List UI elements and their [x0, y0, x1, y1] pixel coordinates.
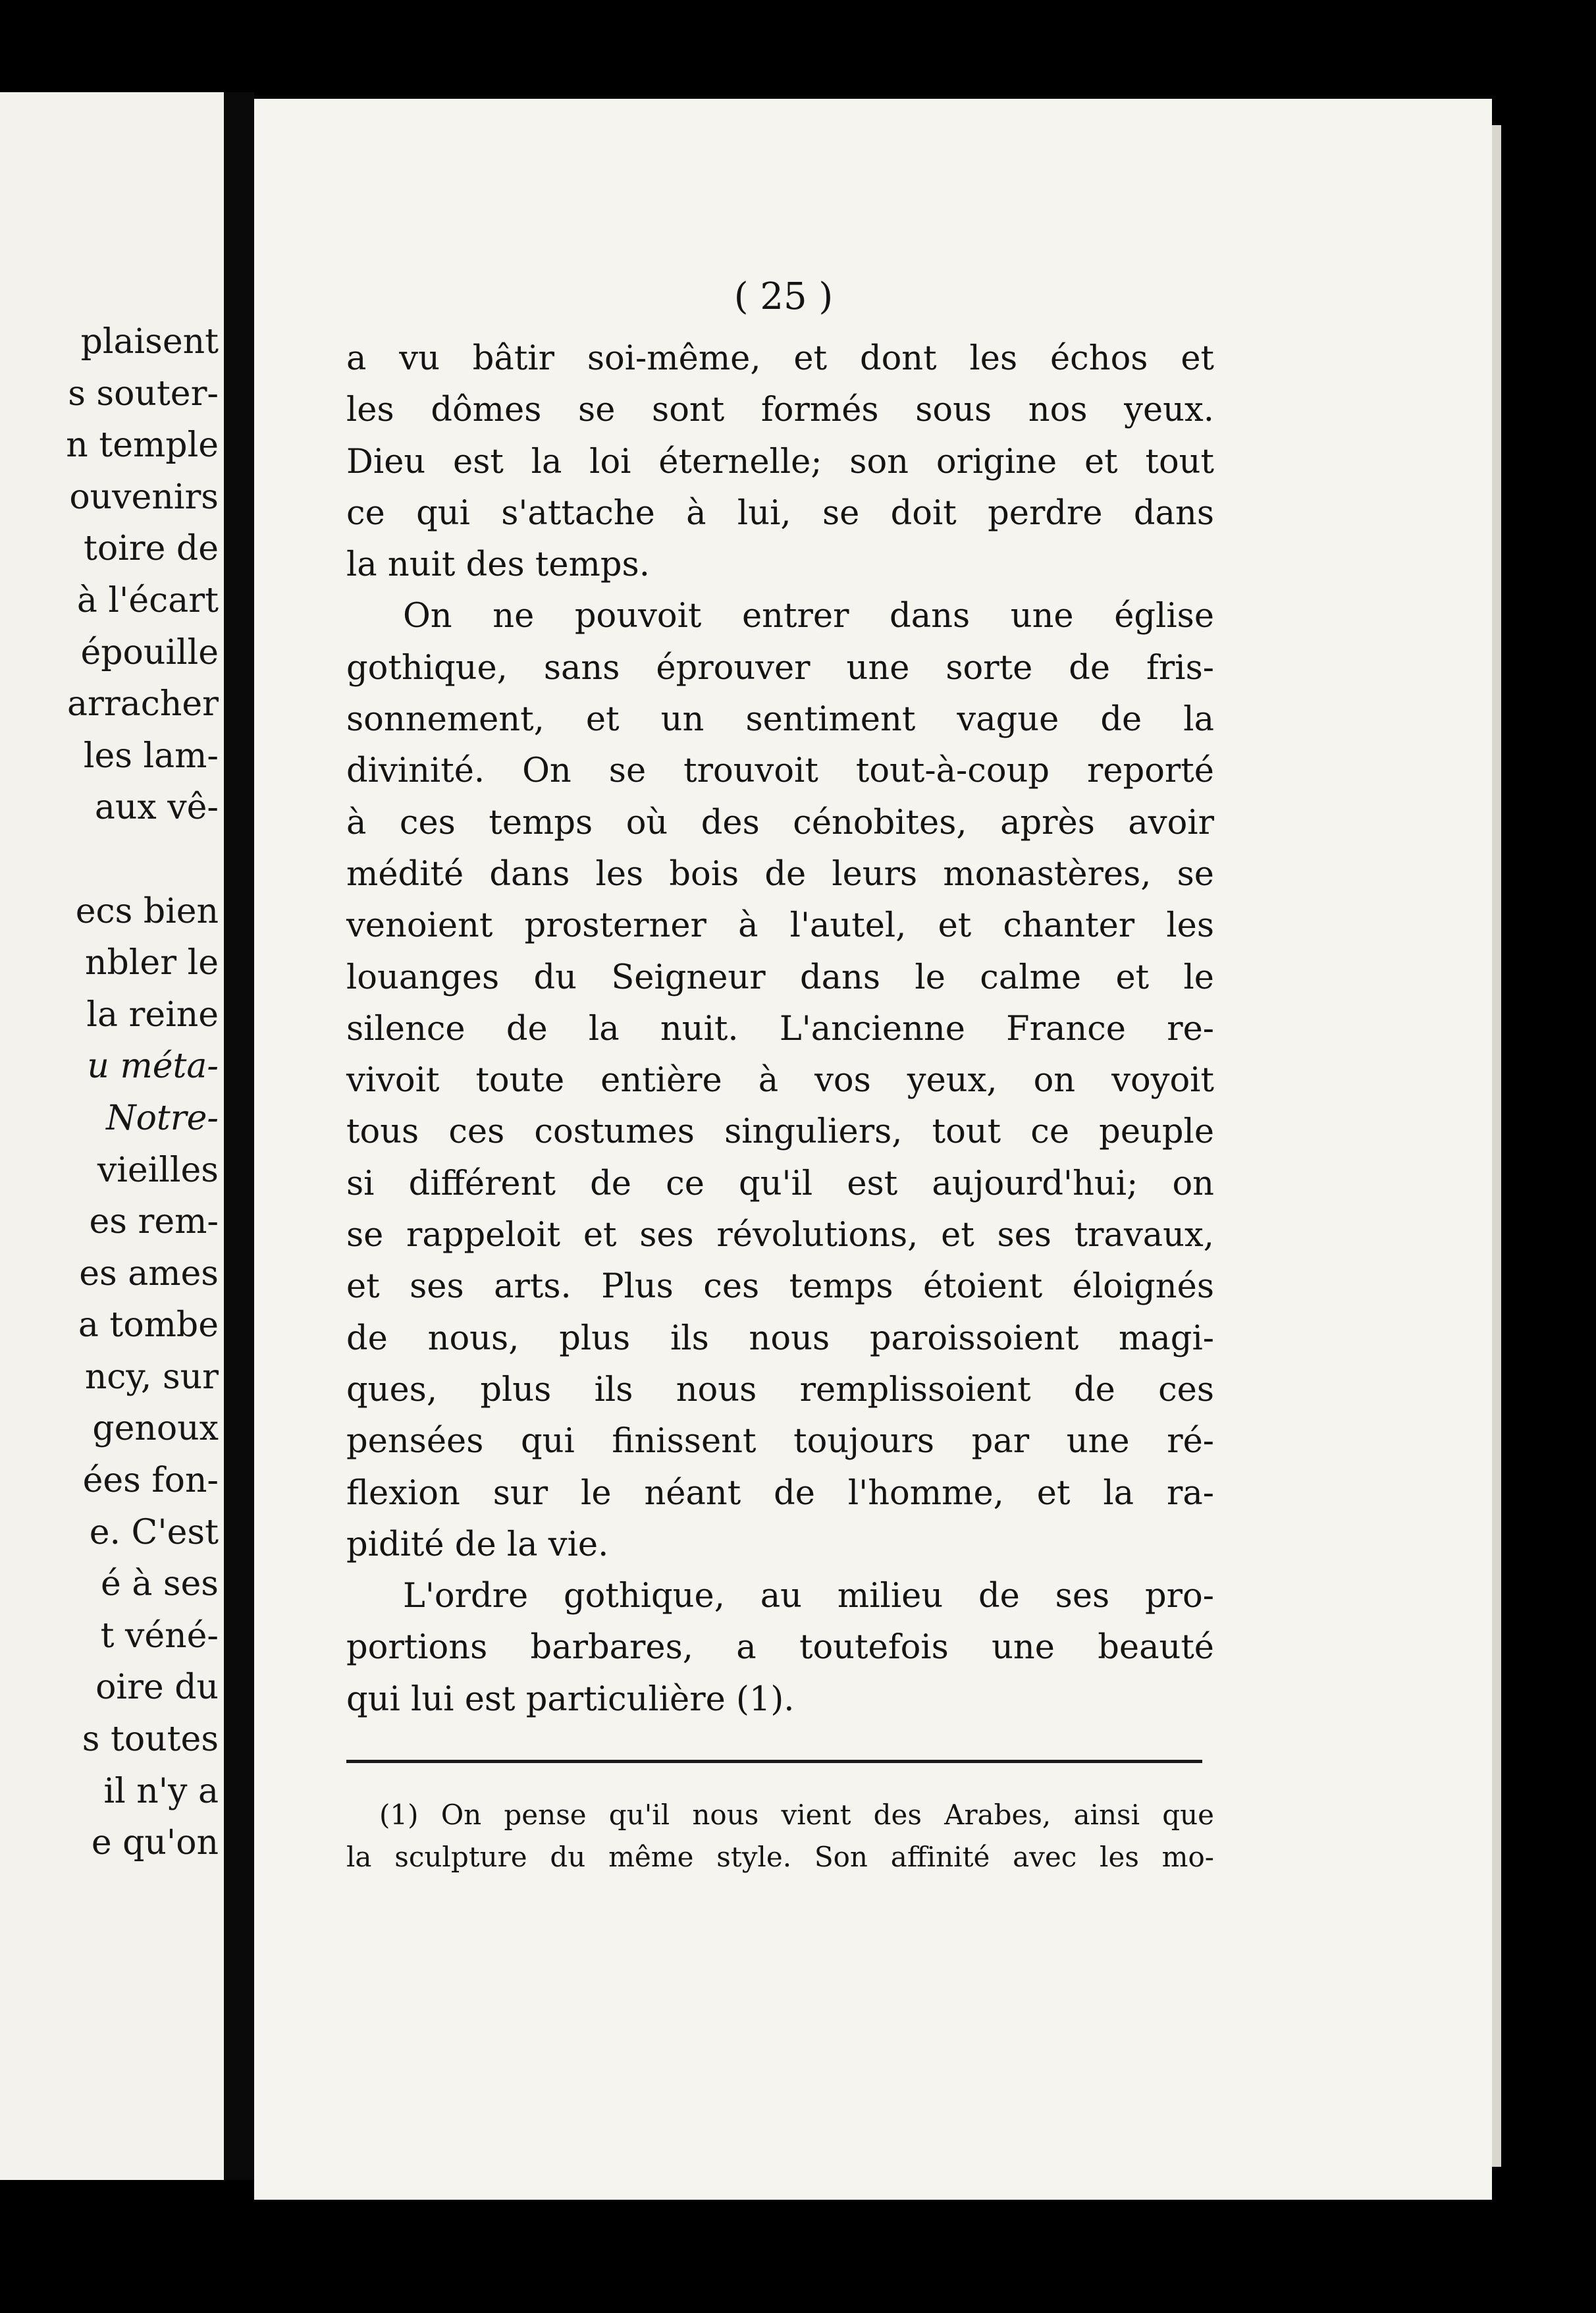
text-line: ce qui s'attache à lui, se doit perdre dans	[346, 493, 1214, 533]
footnote-line: la sculpture du même style. Son affinité avec les mo-	[346, 1841, 1214, 1873]
text-line: sonnement, et un sentiment vague de la	[346, 700, 1214, 740]
page-number: ( 25 )	[733, 275, 834, 318]
text-line: si différent de ce qu'il est aujourd'hui; on	[346, 1164, 1214, 1203]
footnote-divider	[346, 1760, 1202, 1763]
text-line: gothique, sans éprouver une sorte de fris-	[346, 648, 1214, 688]
left-fragment-line: t véné-	[100, 1616, 219, 1656]
text-line: à ces temps où des cénobites, après avoir	[346, 803, 1214, 842]
text-line: silence de la nuit. L'ancienne France re-	[346, 1009, 1214, 1048]
left-fragment-line: arracher	[67, 684, 219, 724]
left-fragment-line: vieilles	[97, 1150, 219, 1190]
footnote	[346, 1794, 1214, 1878]
left-fragment-line: à l'écart	[76, 580, 219, 620]
left-fragment-line: é à ses	[101, 1564, 219, 1604]
left-fragment-line: la reine	[86, 994, 219, 1035]
text-line: et ses arts. Plus ces temps étoient éloignés	[346, 1267, 1214, 1307]
left-fragment-line: ecs bien	[75, 891, 219, 931]
text-line: louanges du Seigneur dans le calme et le	[346, 958, 1214, 997]
text-line: divinité. On se trouvoit tout-à-coup reporté	[346, 751, 1214, 791]
left-fragment-line: a tombe	[78, 1305, 219, 1346]
left-fragment-line: genoux	[92, 1409, 219, 1449]
text-line: tous ces costumes singuliers, tout ce peuple	[346, 1112, 1214, 1152]
left-fragment-line: oire du	[95, 1668, 219, 1708]
left-fragment-line: nbler le	[85, 943, 219, 983]
left-fragment-line: es ames	[79, 1253, 219, 1293]
text-line: qui lui est particulière (1).	[346, 1679, 795, 1719]
page-edge	[1492, 125, 1501, 2167]
left-fragment-line: e. C'est	[89, 1512, 219, 1552]
text-line: flexion sur le néant de l'homme, et la ra-	[346, 1473, 1214, 1513]
left-fragment-line	[66, 834, 219, 886]
left-fragment-line: ncy, sur	[84, 1357, 219, 1397]
text-line: portions barbares, a toutefois une beauté	[346, 1628, 1214, 1668]
left-fragment-line: les lam-	[83, 736, 219, 776]
paragraph-first-line: L'ordre gothique, au milieu de ses pro-	[403, 1577, 1214, 1616]
left-fragment-line: épouille	[80, 632, 219, 672]
left-fragment-line: e qu'on	[91, 1823, 219, 1863]
left-fragment-line: u méta-	[87, 1047, 219, 1087]
left-fragment-line: n temple	[66, 425, 219, 466]
text-line: Dieu est la loi éternelle; son origine et tout	[346, 442, 1214, 481]
left-fragment-line: s toutes	[82, 1720, 219, 1760]
left-page	[0, 92, 224, 2180]
text-line: pidité de la vie.	[346, 1525, 609, 1564]
left-fragment-line: plaisent	[80, 322, 219, 362]
text-line: venoient prosterner à l'autel, et chanter les	[346, 906, 1214, 946]
left-fragment-line: toire de	[83, 529, 219, 569]
footnote-line: (1) On pense qu'il nous vient des Arabes, ainsi que	[379, 1799, 1214, 1831]
text-line: pensées qui finissent toujours par une ré-	[346, 1422, 1214, 1461]
left-fragment-line: aux vê-	[94, 788, 219, 828]
text-line: la nuit des temps.	[346, 545, 650, 585]
left-fragment-line: Notre-	[106, 1098, 219, 1138]
text-line: se rappeloit et ses révolutions, et ses travaux,	[346, 1216, 1214, 1255]
text-line: ques, plus ils nous remplissoient de ces	[346, 1370, 1214, 1409]
text-line: les dômes se sont formés sous nos yeux.	[346, 391, 1214, 430]
paragraph-first-line: On ne pouvoit entrer dans une église	[403, 597, 1214, 636]
left-fragment-line: ouvenirs	[69, 477, 219, 517]
left-fragment-line: ées fon-	[82, 1461, 219, 1501]
body-text	[346, 333, 1214, 1726]
left-fragment-line: il n'y a	[103, 1771, 219, 1811]
text-line: vivoit toute entière à vos yeux, on voyoit	[346, 1061, 1214, 1101]
text-line: médité dans les bois de leurs monastères, se	[346, 854, 1214, 894]
left-page-fragments	[66, 316, 219, 1869]
left-fragment-line: es rem-	[89, 1202, 219, 1242]
book-gutter	[224, 92, 254, 2180]
text-line: a vu bâtir soi-même, et dont les échos et	[346, 339, 1214, 378]
left-fragment-line: s souter-	[68, 373, 219, 414]
text-line: de nous, plus ils nous paroissoient magi-	[346, 1319, 1214, 1358]
